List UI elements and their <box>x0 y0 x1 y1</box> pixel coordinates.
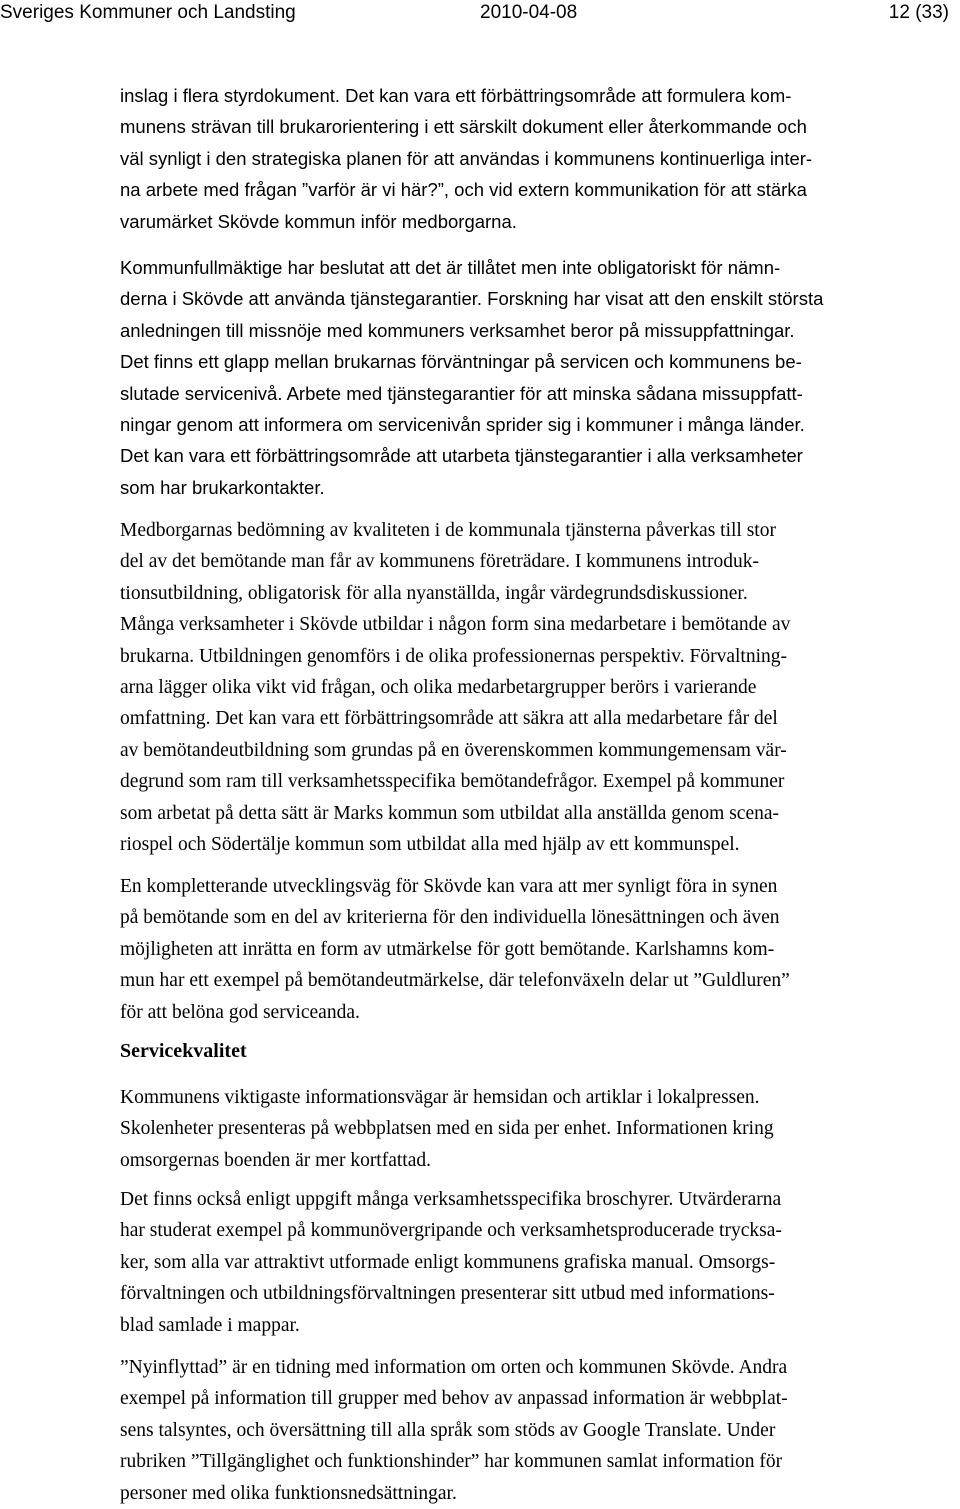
text-line: väl synligt i den strategiska planen för att användas i kommunens kontinuerliga inter- <box>120 147 813 169</box>
text-line: En kompletterande utvecklingsväg för Skövde kan vara att mer synligt föra in synen <box>120 876 778 897</box>
text-line: riospel och Södertälje kommun som utbildat alla med hjälp av ett kommunspel. <box>120 834 740 856</box>
text-line: inslag i flera styrdokument. Det kan vara ett förbättringsområde att formulera kom- <box>120 85 792 106</box>
text-line: på bemötande som en del av kriterierna för den individuella lönesättningen och även <box>120 907 780 929</box>
text-line: förvaltningen och utbildningsförvaltningen presenterar sitt utbud med informations- <box>120 1283 775 1305</box>
text-line: degrund som ram till verksamhetsspecifika bemötandefrågor. Exempel på kommuner <box>120 771 785 793</box>
text-line: del av det bemötande man får av kommunens företrädare. I kommunens introduk- <box>120 551 759 573</box>
text-line: ningar genom att informera om servicenivån sprider sig i kommuner i många länder. <box>120 414 805 436</box>
text-line: tionsutbildning, obligatorisk för alla nyanställda, ingår värdegrundsdiskussioner. <box>120 582 748 604</box>
paragraph-nyinflyttad <box>120 1352 788 1509</box>
text-line: Skolenheter presenteras på webbplatsen med en sida per enhet. Informationen kring <box>120 1118 774 1140</box>
header-date: 2010-04-08 <box>480 2 578 23</box>
paragraph-utvecklingsvag <box>120 871 790 1028</box>
text-line: Medborgarnas bedömning av kvaliteten i de kommunala tjänsterna påverkas till stor <box>120 520 776 541</box>
paragraph-broschyrer <box>120 1184 782 1341</box>
text-line: ”Nyinflyttad” är en tidning med information om orten och kommunen Skövde. Andra <box>120 1357 788 1378</box>
text-line: slutade servicenivå. Arbete med tjänstegarantier för att minska sådana missuppfatt- <box>120 382 803 404</box>
page-header <box>0 0 960 30</box>
text-line: derna i Skövde att använda tjänstegarantier. Forskning har visat att den enskilt största <box>120 288 824 310</box>
text-line: Det finns också enligt uppgift många verksamhetsspecifika broschyrer. Utvärderarna <box>120 1189 782 1210</box>
text-line: Kommunens viktigaste informationsvägar är hemsidan och artiklar i lokalpressen. <box>120 1087 760 1108</box>
text-line: munens strävan till brukarorientering i ett särskilt dokument eller återkommande och <box>120 116 807 138</box>
text-line: brukarna. Utbildningen genomförs i de olika professionernas perspektiv. Förvaltning- <box>120 645 787 667</box>
text-line: rubriken ”Tillgänglighet och funktionshinder” har kommunen samlat information för <box>120 1451 783 1473</box>
text-line: varumärket Skövde kommun inför medborgarna. <box>120 210 517 232</box>
section-heading: Servicekvalitet <box>120 1040 247 1062</box>
text-line: för att belöna god serviceanda. <box>120 1001 360 1023</box>
text-line: blad samlade i mappar. <box>120 1314 300 1336</box>
paragraph-intro <box>120 80 812 237</box>
text-line: har studerat exempel på kommunövergripande och verksamhetsproducerade trycksa- <box>120 1220 782 1242</box>
text-line: ker, som alla var attraktivt utformade enligt kommunens grafiska manual. Omsorgs- <box>120 1251 776 1273</box>
paragraph-tjanstegarantier <box>120 252 823 503</box>
text-line: möjligheten att inrätta en form av utmärkelse för gott bemötande. Karlshamns kom- <box>120 938 775 960</box>
header-organization: Sveriges Kommuner och Landsting <box>0 2 296 23</box>
text-line: omfattning. Det kan vara ett förbättringsområde att säkra att alla medarbetare får del <box>120 708 778 730</box>
text-line: anledningen till missnöje med kommuners verksamhet beror på missuppfattningar. <box>120 319 795 341</box>
text-line: Det finns ett glapp mellan brukarnas förväntningar på servicen och kommunens be- <box>120 351 802 373</box>
text-line: omsorgernas boenden är mer kortfattad. <box>120 1149 431 1171</box>
text-line: na arbete med frågan ”varför är vi här?”, och vid extern kommunikation för att stärka <box>120 179 807 201</box>
text-line: som arbetat på detta sätt är Marks kommun som utbildat alla anställda genom scena- <box>120 802 780 824</box>
paragraph-informationsvagar <box>120 1082 774 1176</box>
text-line: mun har ett exempel på bemötandeutmärkelse, där telefonväxeln delar ut ”Guldluren” <box>120 970 790 992</box>
text-line: sens talsyntes, och översättning till alla språk som stöds av Google Translate. Under <box>120 1419 776 1441</box>
text-line: personer med olika funktionsnedsättningar. <box>120 1482 457 1504</box>
header-page-number: 12 (33) <box>888 2 949 23</box>
text-line: Det kan vara ett förbättringsområde att utarbeta tjänstegarantier i alla verksamheter <box>120 445 803 467</box>
text-line: av bemötandeutbildning som grundas på en överenskommen kommungemensam vär- <box>120 739 787 761</box>
text-line: Många verksamheter i Skövde utbildar i någon form sina medarbetare i bemötande av <box>120 614 791 636</box>
text-line: som har brukarkontakter. <box>120 476 325 498</box>
text-line: Kommunfullmäktige har beslutat att det är tillåtet men inte obligatoriskt för nämn- <box>120 257 781 278</box>
paragraph-bemotande <box>120 515 790 860</box>
text-line: exempel på information till grupper med behov av anpassad information är webbplat- <box>120 1388 788 1410</box>
text-line: arna lägger olika vikt vid frågan, och olika medarbetargrupper berörs i varierande <box>120 677 757 699</box>
